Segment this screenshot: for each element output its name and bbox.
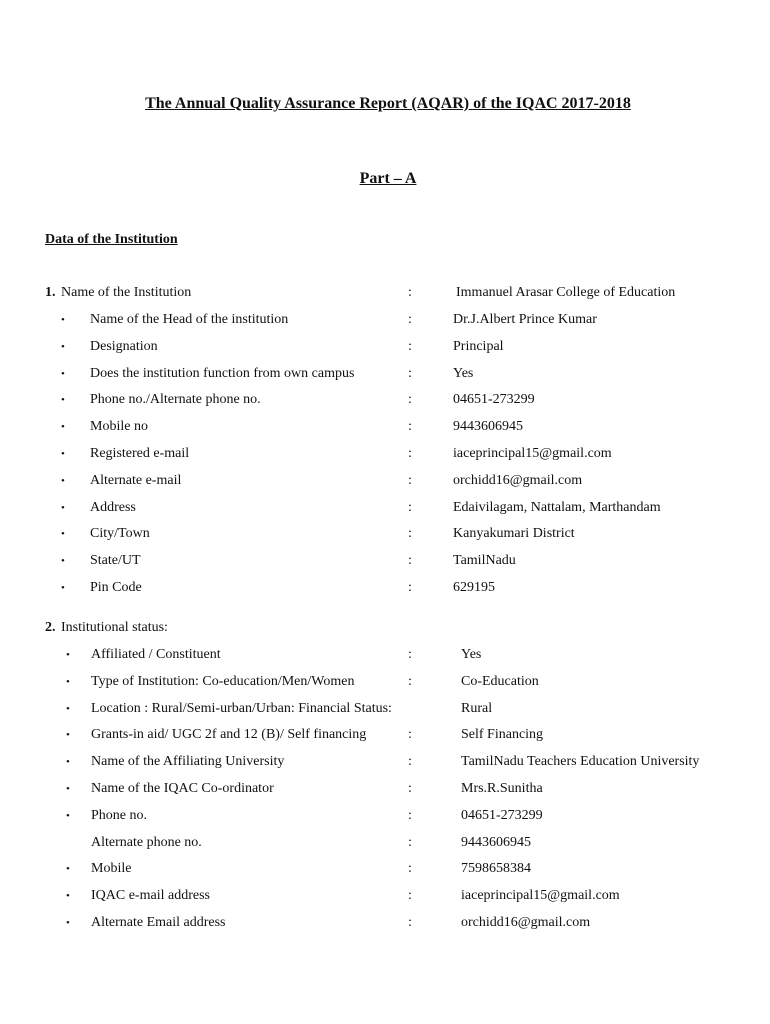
field-colon: : <box>408 312 412 327</box>
list-item <box>0 647 770 667</box>
field-label: Pin Code <box>90 580 142 595</box>
section2-label: Institutional status: <box>61 620 168 635</box>
list-item <box>0 312 770 332</box>
bullet-icon: • <box>66 756 70 769</box>
field-label: City/Town <box>90 526 150 542</box>
field-value: 7598658384 <box>461 861 531 877</box>
field-colon: : <box>408 673 412 689</box>
data-of-institution-heading: Data of the Institution <box>45 232 178 247</box>
field-label: Designation <box>90 338 158 354</box>
field-colon: : <box>408 915 412 930</box>
bullet-icon: • <box>66 890 70 903</box>
report-title: The Annual Quality Assurance Report (AQAR) of the IQAC 2017-2018 <box>145 95 631 112</box>
list-item <box>0 446 770 466</box>
field-label: Mobile no <box>90 419 148 435</box>
section1-colon: : <box>408 285 412 300</box>
bullet-icon: • <box>66 675 70 688</box>
field-value: orchidd16@gmail.com <box>453 472 583 488</box>
section1-label: Name of the Institution <box>61 285 192 300</box>
field-label: Phone no./Alternate phone no. <box>90 392 261 408</box>
field-label: Phone no. <box>91 807 147 823</box>
field-value: Co-Education <box>461 673 539 689</box>
bullet-icon: • <box>61 367 65 380</box>
field-label: Registered e-mail <box>90 446 190 461</box>
field-label: Affiliated / Constituent <box>91 647 221 662</box>
field-colon: : <box>408 419 412 435</box>
field-label: Alternate phone no. <box>91 834 202 850</box>
field-label: Location : Rural/Semi-urban/Urban: Financial Status: <box>91 700 392 716</box>
field-value: orchidd16@gmail.com <box>461 915 591 930</box>
bullet-icon: • <box>66 649 70 661</box>
field-colon: : <box>408 446 412 461</box>
section1-number: 1. <box>45 285 56 300</box>
field-value: 9443606945 <box>453 419 523 435</box>
list-item <box>0 835 770 855</box>
bullet-icon: • <box>66 729 70 742</box>
bullet-icon: • <box>66 783 70 795</box>
bullet-icon: • <box>61 528 65 541</box>
field-value: Dr.J.Albert Prince Kumar <box>453 312 597 327</box>
list-item <box>0 701 770 721</box>
list-item <box>0 419 770 439</box>
field-colon: : <box>408 553 412 569</box>
field-label: Name of the IQAC Co-ordinator <box>91 781 274 796</box>
list-item <box>0 754 770 774</box>
bullet-icon: • <box>61 448 65 460</box>
list-item <box>0 674 770 694</box>
field-value: Kanyakumari District <box>453 526 575 542</box>
field-label: IQAC e-mail address <box>91 888 210 904</box>
bullet-icon: • <box>61 555 65 568</box>
bullet-icon: • <box>61 314 65 326</box>
field-value: TamilNadu <box>453 553 516 569</box>
bullet-icon: • <box>61 421 65 434</box>
list-item <box>0 500 770 520</box>
field-value: Yes <box>453 365 474 381</box>
field-colon: : <box>408 392 412 408</box>
bullet-icon: • <box>61 394 65 407</box>
field-colon: : <box>408 727 412 743</box>
field-value: TamilNadu Teachers Education University <box>461 754 700 770</box>
section1-row <box>0 285 770 305</box>
bullet-icon: • <box>66 809 70 822</box>
field-label: Does the institution function from own campus <box>90 365 355 381</box>
field-colon: : <box>408 807 412 823</box>
field-colon: : <box>408 526 412 542</box>
list-item <box>0 392 770 412</box>
field-value: 9443606945 <box>461 834 531 850</box>
field-label: State/UT <box>90 553 141 569</box>
field-label: Type of Institution: Co-education/Men/Women <box>91 673 355 689</box>
field-label: Mobile <box>91 861 132 877</box>
field-value: iaceprincipal15@gmail.com <box>453 446 612 461</box>
bullet-icon: • <box>66 863 70 876</box>
list-item <box>0 888 770 908</box>
field-value: Self Financing <box>461 727 544 743</box>
field-value: Mrs.R.Sunitha <box>461 781 543 796</box>
field-colon: : <box>408 781 412 796</box>
section1-value: Immanuel Arasar College of Education <box>456 285 676 300</box>
list-item <box>0 366 770 386</box>
field-value: 04651-273299 <box>453 392 535 408</box>
list-item <box>0 808 770 828</box>
field-colon: : <box>408 365 412 381</box>
field-label: Address <box>90 499 136 515</box>
bullet-icon: • <box>61 340 65 353</box>
field-value: Principal <box>453 338 504 354</box>
list-item <box>0 580 770 600</box>
bullet-icon: • <box>61 582 65 594</box>
bullet-icon: • <box>61 474 65 487</box>
field-colon: : <box>408 472 412 488</box>
field-colon: : <box>408 647 412 662</box>
part-heading: Part – A <box>359 170 417 187</box>
section2-number: 2. <box>45 620 56 635</box>
field-value: 04651-273299 <box>461 807 543 823</box>
list-item <box>0 553 770 573</box>
field-colon: : <box>408 834 412 850</box>
field-label: Name of the Affiliating University <box>91 754 285 770</box>
field-label: Alternate Email address <box>91 915 226 930</box>
section2-row <box>0 620 770 640</box>
field-value: Edaivilagam, Nattalam, Marthandam <box>453 499 661 515</box>
field-value: 629195 <box>453 580 495 595</box>
field-colon: : <box>408 888 412 904</box>
list-item <box>0 526 770 546</box>
field-label: Name of the Head of the institution <box>90 312 289 327</box>
field-value: iaceprincipal15@gmail.com <box>461 888 620 904</box>
list-item <box>0 727 770 747</box>
field-colon: : <box>408 861 412 877</box>
field-value: Yes <box>461 647 482 662</box>
field-value: Rural <box>461 700 493 716</box>
field-colon: : <box>408 338 412 354</box>
field-colon: : <box>408 499 412 515</box>
bullet-icon: • <box>66 917 70 929</box>
list-item <box>0 473 770 493</box>
field-label: Alternate e-mail <box>90 472 182 488</box>
list-item <box>0 781 770 801</box>
field-label: Grants-in aid/ UGC 2f and 12 (B)/ Self financing <box>91 727 367 743</box>
list-item <box>0 339 770 359</box>
field-colon: : <box>408 580 412 595</box>
list-item <box>0 915 770 935</box>
field-colon: : <box>408 754 412 770</box>
list-item <box>0 861 770 881</box>
bullet-icon: • <box>66 702 70 715</box>
bullet-icon: • <box>61 501 65 514</box>
